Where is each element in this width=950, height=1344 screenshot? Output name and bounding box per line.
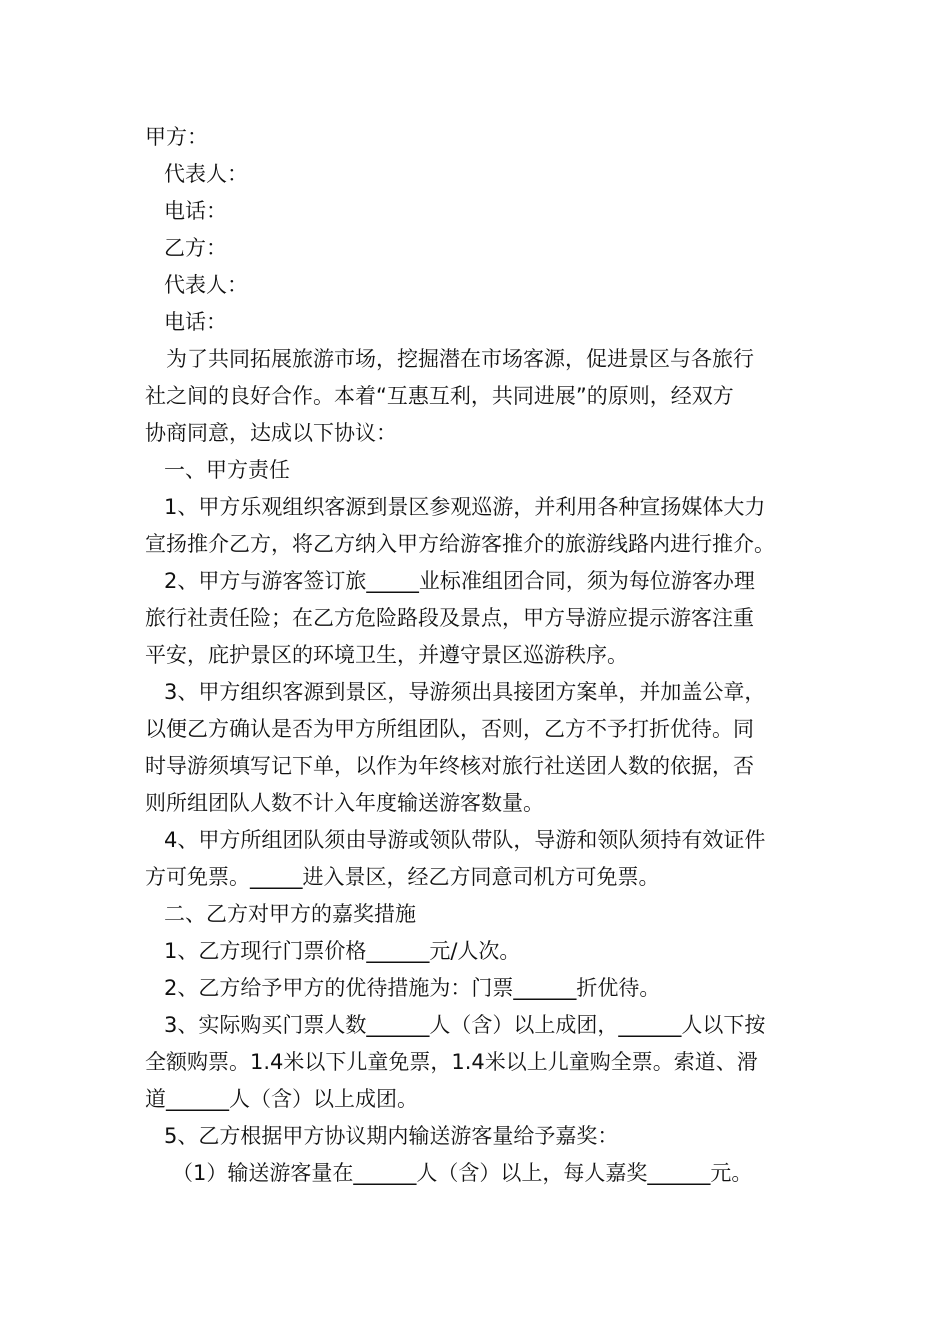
reward-3-line-2: 全额购票。1.4米以下儿童免票，1.4米以上儿童购全票。索道、滑 [145, 1050, 758, 1074]
clause-3-line-3: 时导游须填写记下单，以作为年终核对旅行社送团人数的依据，否 [145, 754, 754, 778]
reward-5-item-1: （1）输送游客量在______人（含）以上，每人嘉奖______元。 [172, 1161, 753, 1185]
clause-4-line-2: 方可免票。_____进入景区，经乙方同意司机方可免票。 [145, 865, 660, 889]
reward-2: 2、乙方给予甲方的优待措施为：门票______折优待。 [164, 976, 661, 1000]
party-b-label: 乙方： [164, 236, 227, 260]
party-a-representative: 代表人： [164, 162, 248, 186]
clause-4-line-1: 4、甲方所组团队须由导游或领队带队，导游和领队须持有效证件 [164, 828, 766, 852]
reward-1: 1、乙方现行门票价格______元/人次。 [164, 939, 521, 963]
reward-3-line-1: 3、实际购买门票人数______人（含）以上成团，______人以下按 [164, 1013, 766, 1037]
clause-3-line-2: 以便乙方确认是否为甲方所组团队，否则，乙方不予打折优待。同 [145, 717, 754, 741]
clause-2-line-1: 2、甲方与游客签订旅_____业标准组团合同，须为每位游客办理 [164, 569, 755, 593]
clause-3-line-1: 3、甲方组织客源到景区，导游须出具接团方案单，并加盖公章， [164, 680, 766, 704]
clause-2-line-2: 旅行社责任险；在乙方危险路段及景点，甲方导游应提示游客注重 [145, 606, 754, 630]
party-a-label: 甲方： [145, 125, 208, 149]
clause-2-line-3: 平安，庇护景区的环境卫生，并遵守景区巡游秩序。 [145, 643, 628, 667]
reward-3-line-3: 道______人（含）以上成团。 [145, 1087, 418, 1111]
preamble-line-1: 为了共同拓展旅游市场，挖掘潜在市场客源，促进景区与各旅行 [166, 347, 754, 371]
party-b-representative: 代表人： [164, 273, 248, 297]
party-a-phone: 电话： [164, 199, 227, 223]
clause-3-line-4: 则所组团队人数不计入年度输送游客数量。 [145, 791, 544, 815]
section-heading-1: 一、甲方责任 [164, 458, 290, 482]
reward-5: 5、乙方根据甲方协议期内输送游客量给予嘉奖： [164, 1124, 619, 1148]
preamble-line-3: 协商同意，达成以下协议： [145, 421, 397, 445]
party-b-phone: 电话： [164, 310, 227, 334]
clause-1-line-2: 宣扬推介乙方，将乙方纳入甲方给游客推介的旅游线路内进行推介。 [145, 532, 775, 556]
section-heading-2: 二、乙方对甲方的嘉奖措施 [164, 902, 416, 926]
clause-1-line-1: 1、甲方乐观组织客源到景区参观巡游，并利用各种宣扬媒体大力 [164, 495, 766, 519]
preamble-line-2: 社之间的良好合作。本着“互惠互利，共同进展”的原则，经双方 [145, 384, 734, 408]
